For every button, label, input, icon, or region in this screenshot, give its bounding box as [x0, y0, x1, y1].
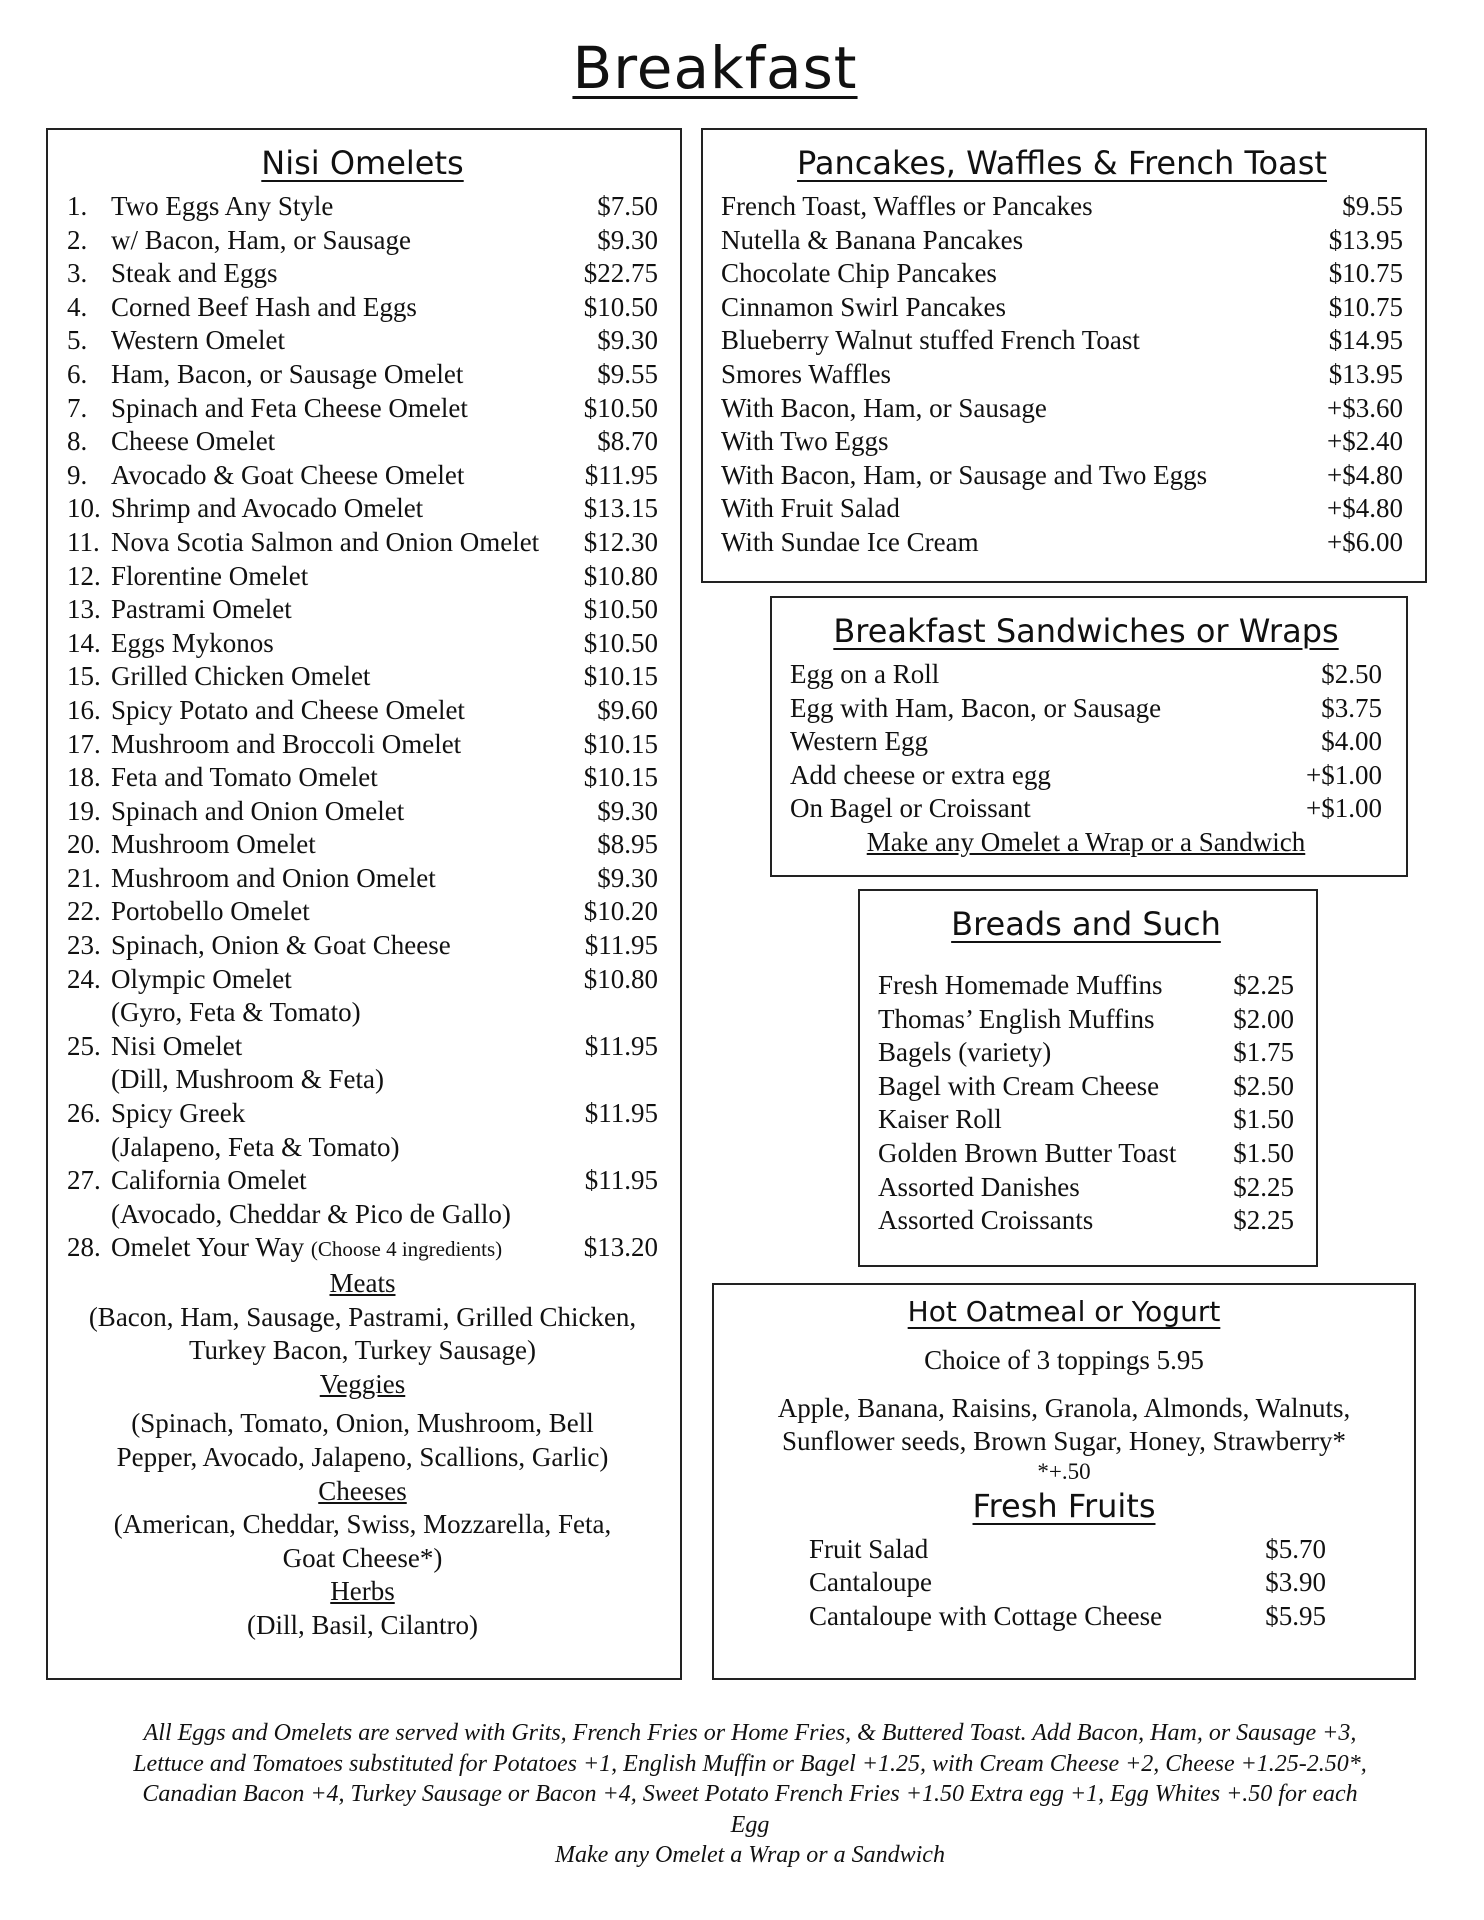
- item-price: $5.95: [1265, 1600, 1326, 1631]
- item-price: $5.70: [1265, 1533, 1326, 1564]
- menu-item: [878, 1171, 1294, 1205]
- menu-item: [790, 759, 1382, 793]
- item-name: Cantaloupe with Cottage Cheese: [809, 1600, 1163, 1631]
- item-number: 25.: [67, 1030, 101, 1061]
- herbs-line: (Dill, Basil, Cilantro): [247, 1609, 478, 1640]
- item-price: $11.95: [584, 1098, 658, 1129]
- menu-item: [67, 862, 658, 896]
- fruit-list: [734, 1533, 1394, 1634]
- item-name: Smores Waffles: [721, 358, 892, 389]
- item-name: Blueberry Walnut stuffed French Toast: [721, 325, 1140, 356]
- item-number: 13.: [67, 594, 101, 625]
- menu-item: [67, 392, 658, 426]
- menu-item: [67, 291, 658, 325]
- menu-item: [67, 828, 658, 862]
- menu-item: [67, 1131, 658, 1165]
- item-name: Shrimp and Avocado Omelet: [111, 493, 424, 524]
- menu-item: [67, 324, 658, 358]
- cheeses-line: (American, Cheddar, Swiss, Mozzarella, Feta,: [113, 1509, 612, 1540]
- item-number: 14.: [67, 627, 101, 658]
- item-name: Corned Beef Hash and Eggs: [111, 291, 417, 322]
- item-price: $10.15: [583, 661, 658, 692]
- menu-item: [721, 291, 1403, 325]
- item-price: +$1.00: [1306, 793, 1382, 824]
- menu-item: [878, 1036, 1294, 1070]
- item-number: 28.: [67, 1232, 101, 1263]
- topping-surcharge: *+.50: [1037, 1458, 1091, 1484]
- menu-item: [67, 660, 658, 694]
- item-name: Spinach and Onion Omelet: [111, 795, 405, 826]
- menu-item: [878, 1204, 1294, 1238]
- item-price: $8.70: [597, 426, 658, 457]
- item-name: Western Egg: [790, 726, 929, 757]
- veggies-line: Pepper, Avocado, Jalapeno, Scallions, Garlic): [116, 1441, 609, 1472]
- footer-line: Egg: [730, 1811, 770, 1838]
- meats-line: Turkey Bacon, Turkey Sausage): [189, 1335, 536, 1366]
- menu-item: [67, 728, 658, 762]
- item-price: $9.30: [597, 325, 658, 356]
- item-price: $11.95: [584, 930, 658, 961]
- item-name: (Dill, Mushroom & Feta): [111, 1064, 384, 1095]
- menu-item: [878, 1103, 1294, 1137]
- item-number: 16.: [67, 694, 101, 725]
- breads-title: Breads and Such: [951, 905, 1221, 943]
- item-name: Nova Scotia Salmon and Onion Omelet: [111, 526, 540, 557]
- item-name: Portobello Omelet: [111, 896, 310, 927]
- item-number: 9.: [67, 459, 88, 490]
- menu-item: [67, 526, 658, 560]
- item-name: Egg with Ham, Bacon, or Sausage: [790, 692, 1162, 723]
- breads-list: [878, 969, 1294, 1238]
- item-number: 26.: [67, 1098, 101, 1129]
- item-price: $11.95: [584, 1030, 658, 1061]
- item-name: Cinnamon Swirl Pancakes: [721, 291, 1006, 322]
- item-number: 22.: [67, 896, 101, 927]
- menu-item: [67, 694, 658, 728]
- meats-label: Meats: [329, 1268, 396, 1298]
- item-price: $13.15: [583, 493, 658, 524]
- menu-item: [67, 963, 658, 997]
- item-price: $10.75: [1328, 258, 1403, 289]
- omelets-section: [46, 128, 682, 1680]
- omelet-your-way: [67, 1231, 658, 1267]
- item-price: $2.25: [1233, 970, 1294, 1000]
- sandwiches-note: Make any Omelet a Wrap or a Sandwich: [866, 826, 1306, 857]
- item-name: Western Omelet: [111, 325, 286, 356]
- item-price: $22.75: [583, 258, 658, 289]
- item-name: Cheese Omelet: [111, 426, 276, 457]
- item-name: Nutella & Banana Pancakes: [721, 224, 1024, 255]
- item-price: $9.30: [597, 862, 658, 893]
- item-name: Olympic Omelet: [111, 963, 292, 994]
- menu-item: [878, 1070, 1294, 1104]
- menu-item: [67, 1063, 658, 1097]
- item-price: $1.50: [1233, 1137, 1294, 1168]
- item-price: $11.95: [584, 1165, 658, 1196]
- item-price: $13.95: [1328, 358, 1403, 389]
- item-number: 6.: [67, 358, 88, 389]
- item-price: $10.75: [1328, 291, 1403, 322]
- item-number: 21.: [67, 862, 101, 893]
- item-name: Feta and Tomato Omelet: [111, 762, 378, 793]
- item-name: Steak and Eggs: [111, 258, 278, 289]
- item-note: (Choose 4 ingredients): [310, 1237, 503, 1262]
- item-name: With Sundae Ice Cream: [721, 526, 979, 557]
- item-name: Florentine Omelet: [111, 560, 309, 591]
- menu-item: [67, 459, 658, 493]
- item-name: Pastrami Omelet: [111, 594, 292, 625]
- item-name: Avocado & Goat Cheese Omelet: [111, 459, 465, 490]
- item-price: $9.55: [597, 358, 658, 389]
- item-name: Kaiser Roll: [878, 1104, 1002, 1135]
- item-name: Chocolate Chip Pancakes: [721, 258, 997, 289]
- item-name: (Avocado, Cheddar & Pico de Gallo): [111, 1198, 511, 1229]
- menu-item: [878, 1137, 1294, 1171]
- item-number: 2.: [67, 224, 88, 255]
- menu-item: [67, 425, 658, 459]
- item-number: 1.: [67, 191, 88, 221]
- item-name: w/ Bacon, Ham, or Sausage: [111, 224, 411, 255]
- item-price: $13.95: [1328, 224, 1403, 255]
- item-name: Bagels (variety): [878, 1037, 1052, 1068]
- menu-item: [809, 1566, 1326, 1600]
- item-name: Spinach and Feta Cheese Omelet: [111, 392, 468, 423]
- item-name: (Jalapeno, Feta & Tomato): [111, 1131, 400, 1162]
- item-price: $2.50: [1233, 1070, 1294, 1101]
- menu-item: [721, 257, 1403, 291]
- item-name: Fruit Salad: [809, 1533, 929, 1564]
- menu-item: [790, 658, 1382, 692]
- item-name: Mushroom Omelet: [111, 829, 316, 860]
- item-name: Mushroom and Onion Omelet: [111, 862, 436, 893]
- footer-notes: [40, 1718, 1460, 1871]
- item-name: (Gyro, Feta & Tomato): [111, 997, 361, 1028]
- item-name: With Two Eggs: [721, 426, 889, 457]
- sandwiches-section: [770, 596, 1408, 877]
- item-price: +$1.00: [1306, 759, 1382, 790]
- menu-item: [721, 392, 1403, 426]
- item-number: [67, 1063, 111, 1097]
- menu-item: [721, 224, 1403, 258]
- menu-item: [878, 1003, 1294, 1037]
- toppings-line: Apple, Banana, Raisins, Granola, Almonds, Walnuts,: [777, 1392, 1351, 1423]
- item-number: 24.: [67, 963, 101, 994]
- breads-section: [858, 889, 1318, 1267]
- item-price: $10.50: [583, 291, 658, 322]
- item-price: +$6.00: [1327, 526, 1403, 557]
- menu-item: [67, 560, 658, 594]
- veggies-line: (Spinach, Tomato, Onion, Mushroom, Bell: [131, 1408, 594, 1439]
- menu-item: [790, 692, 1382, 726]
- item-number: [67, 1198, 111, 1232]
- item-name: Cantaloupe: [809, 1567, 932, 1598]
- item-number: 19.: [67, 795, 101, 826]
- cheeses-label: Cheeses: [318, 1475, 407, 1506]
- menu-item: [721, 358, 1403, 392]
- menu-item: [67, 257, 658, 291]
- item-price: $1.50: [1233, 1104, 1294, 1135]
- item-price: +$4.80: [1327, 493, 1403, 524]
- item-name: Egg on a Roll: [790, 659, 940, 689]
- item-name: Two Eggs Any Style: [111, 191, 334, 221]
- item-number: 12.: [67, 560, 101, 591]
- menu-item: [67, 761, 658, 795]
- item-name: Ham, Bacon, or Sausage Omelet: [111, 358, 464, 389]
- item-price: $4.00: [1321, 726, 1382, 757]
- menu-item: [67, 224, 658, 258]
- item-name: Add cheese or extra egg: [790, 759, 1051, 790]
- item-name: With Fruit Salad: [721, 493, 900, 524]
- item-number: 10.: [67, 493, 101, 524]
- sandwich-list: [790, 658, 1382, 826]
- menu-item: [721, 324, 1403, 358]
- item-price: $10.80: [583, 560, 658, 591]
- menu-item: [67, 627, 658, 661]
- item-name: Bagel with Cream Cheese: [878, 1070, 1160, 1101]
- item-price: +$3.60: [1327, 392, 1403, 423]
- herbs-label: Herbs: [330, 1576, 395, 1607]
- item-price: $2.25: [1233, 1205, 1294, 1236]
- item-name: Grilled Chicken Omelet: [111, 661, 371, 692]
- page-title: Breakfast: [572, 34, 858, 102]
- item-name: Spicy Greek: [111, 1098, 246, 1129]
- item-price: $10.80: [583, 963, 658, 994]
- footer-line: Make any Omelet a Wrap or a Sandwich: [555, 1842, 945, 1868]
- item-name: Mushroom and Broccoli Omelet: [111, 728, 462, 759]
- item-price: $2.25: [1233, 1171, 1294, 1202]
- menu-item: [67, 1198, 658, 1232]
- menu-item: [809, 1533, 1326, 1567]
- item-price: $13.20: [583, 1232, 658, 1263]
- item-price: $10.15: [583, 728, 658, 759]
- menu-item: [721, 492, 1403, 526]
- item-number: 20.: [67, 829, 101, 860]
- item-name: On Bagel or Croissant: [790, 793, 1031, 824]
- item-price: $2.00: [1233, 1003, 1294, 1034]
- menu-item: [721, 190, 1403, 224]
- footer-line: All Eggs and Omelets are served with Grits, French Fries or Home Fries, & Buttered Toast. Add Bacon, Ham, or Sausage +3,: [143, 1720, 1357, 1746]
- menu-item: [809, 1600, 1326, 1634]
- item-name: Spicy Potato and Cheese Omelet: [111, 694, 465, 725]
- item-number: 3.: [67, 258, 88, 289]
- item-price: $10.15: [583, 762, 658, 793]
- item-price: +$4.80: [1327, 459, 1403, 490]
- menu-item: [790, 792, 1382, 826]
- item-price: $9.55: [1342, 191, 1403, 221]
- item-name: Golden Brown Butter Toast: [878, 1137, 1177, 1168]
- item-price: $9.60: [597, 694, 658, 725]
- item-price: $3.75: [1321, 692, 1382, 723]
- item-price: $10.20: [583, 896, 658, 927]
- item-price: $9.30: [597, 224, 658, 255]
- item-number: 7.: [67, 392, 88, 423]
- menu-item: [67, 795, 658, 829]
- item-name: Fresh Homemade Muffins: [878, 970, 1163, 1000]
- item-name: With Bacon, Ham, or Sausage: [721, 392, 1047, 423]
- item-number: 8.: [67, 426, 88, 457]
- item-price: $10.50: [583, 392, 658, 423]
- menu-item: [721, 459, 1403, 493]
- menu-item: [67, 492, 658, 526]
- item-name: Thomas’ English Muffins: [878, 1003, 1155, 1034]
- item-price: $3.90: [1265, 1567, 1326, 1598]
- oatmeal-title: Hot Oatmeal or Yogurt: [907, 1295, 1221, 1328]
- item-price: $2.50: [1321, 659, 1382, 689]
- item-name: Nisi Omelet: [111, 1030, 243, 1061]
- menu-item: [878, 969, 1294, 1003]
- item-price: $10.50: [583, 627, 658, 658]
- item-number: 27.: [67, 1165, 101, 1196]
- item-number: 4.: [67, 291, 88, 322]
- menu-item: [67, 996, 658, 1030]
- fruits-title: Fresh Fruits: [972, 1486, 1156, 1525]
- pancake-list: [721, 190, 1403, 560]
- item-price: $8.95: [597, 829, 658, 860]
- item-price: $12.30: [583, 526, 658, 557]
- item-name: French Toast, Waffles or Pancakes: [721, 191, 1093, 221]
- item-price: $14.95: [1328, 325, 1403, 356]
- item-name: Assorted Croissants: [878, 1205, 1094, 1236]
- item-number: [67, 996, 111, 1030]
- toppings-line: Sunflower seeds, Brown Sugar, Honey, Strawberry*: [781, 1426, 1347, 1457]
- omelets-title: Nisi Omelets: [261, 144, 464, 182]
- item-number: 5.: [67, 325, 88, 356]
- menu-item: [67, 895, 658, 929]
- menu-item: [67, 929, 658, 963]
- pancakes-section: [701, 128, 1427, 583]
- meats-line: (Bacon, Ham, Sausage, Pastrami, Grilled Chicken,: [88, 1301, 637, 1332]
- item-number: 15.: [67, 661, 101, 692]
- footer-line: Lettuce and Tomatoes substituted for Potatoes +1, English Muffin or Bagel +1.25, with Cream Cheese +2, Cheese +1.25-2.50*,: [133, 1750, 1367, 1777]
- oatmeal-choice: Choice of 3 toppings 5.95: [924, 1345, 1204, 1375]
- item-name: California Omelet: [111, 1165, 307, 1196]
- item-price: $9.30: [597, 795, 658, 826]
- omelet-list: [67, 190, 658, 1231]
- item-price: +$2.40: [1327, 426, 1403, 457]
- menu-item: [721, 425, 1403, 459]
- item-number: 23.: [67, 930, 101, 961]
- item-number: 17.: [67, 728, 101, 759]
- item-number: 11.: [67, 526, 100, 557]
- veggies-label: Veggies: [319, 1368, 406, 1399]
- menu-item: [67, 593, 658, 627]
- item-price: $1.75: [1233, 1037, 1294, 1068]
- menu-item: [67, 1030, 658, 1064]
- item-name: Assorted Danishes: [878, 1171, 1080, 1202]
- item-price: $10.50: [583, 594, 658, 625]
- menu-item: [790, 725, 1382, 759]
- menu-item: [721, 526, 1403, 560]
- item-price: $7.50: [597, 191, 658, 221]
- item-name: Spinach, Onion & Goat Cheese: [111, 930, 451, 961]
- item-number: [67, 1131, 111, 1165]
- cheeses-line: Goat Cheese*): [282, 1542, 443, 1573]
- sandwiches-title: Breakfast Sandwiches or Wraps: [833, 612, 1339, 650]
- item-name: Omelet Your Way: [111, 1232, 305, 1263]
- oatmeal-section: [712, 1283, 1416, 1680]
- item-name: With Bacon, Ham, or Sausage and Two Eggs: [721, 459, 1208, 490]
- menu-item: [67, 1097, 658, 1131]
- footer-line: Canadian Bacon +4, Turkey Sausage or Bacon +4, Sweet Potato French Fries +1.50 Extra egg +1, Egg Whites +.50 for each: [142, 1781, 1358, 1807]
- menu-item: [67, 358, 658, 392]
- item-price: $11.95: [584, 459, 658, 490]
- menu-item: [67, 1164, 658, 1198]
- item-name: Eggs Mykonos: [111, 627, 274, 658]
- menu-item: [67, 190, 658, 224]
- pancakes-title: Pancakes, Waffles & French Toast: [797, 144, 1327, 182]
- item-number: 18.: [67, 762, 101, 793]
